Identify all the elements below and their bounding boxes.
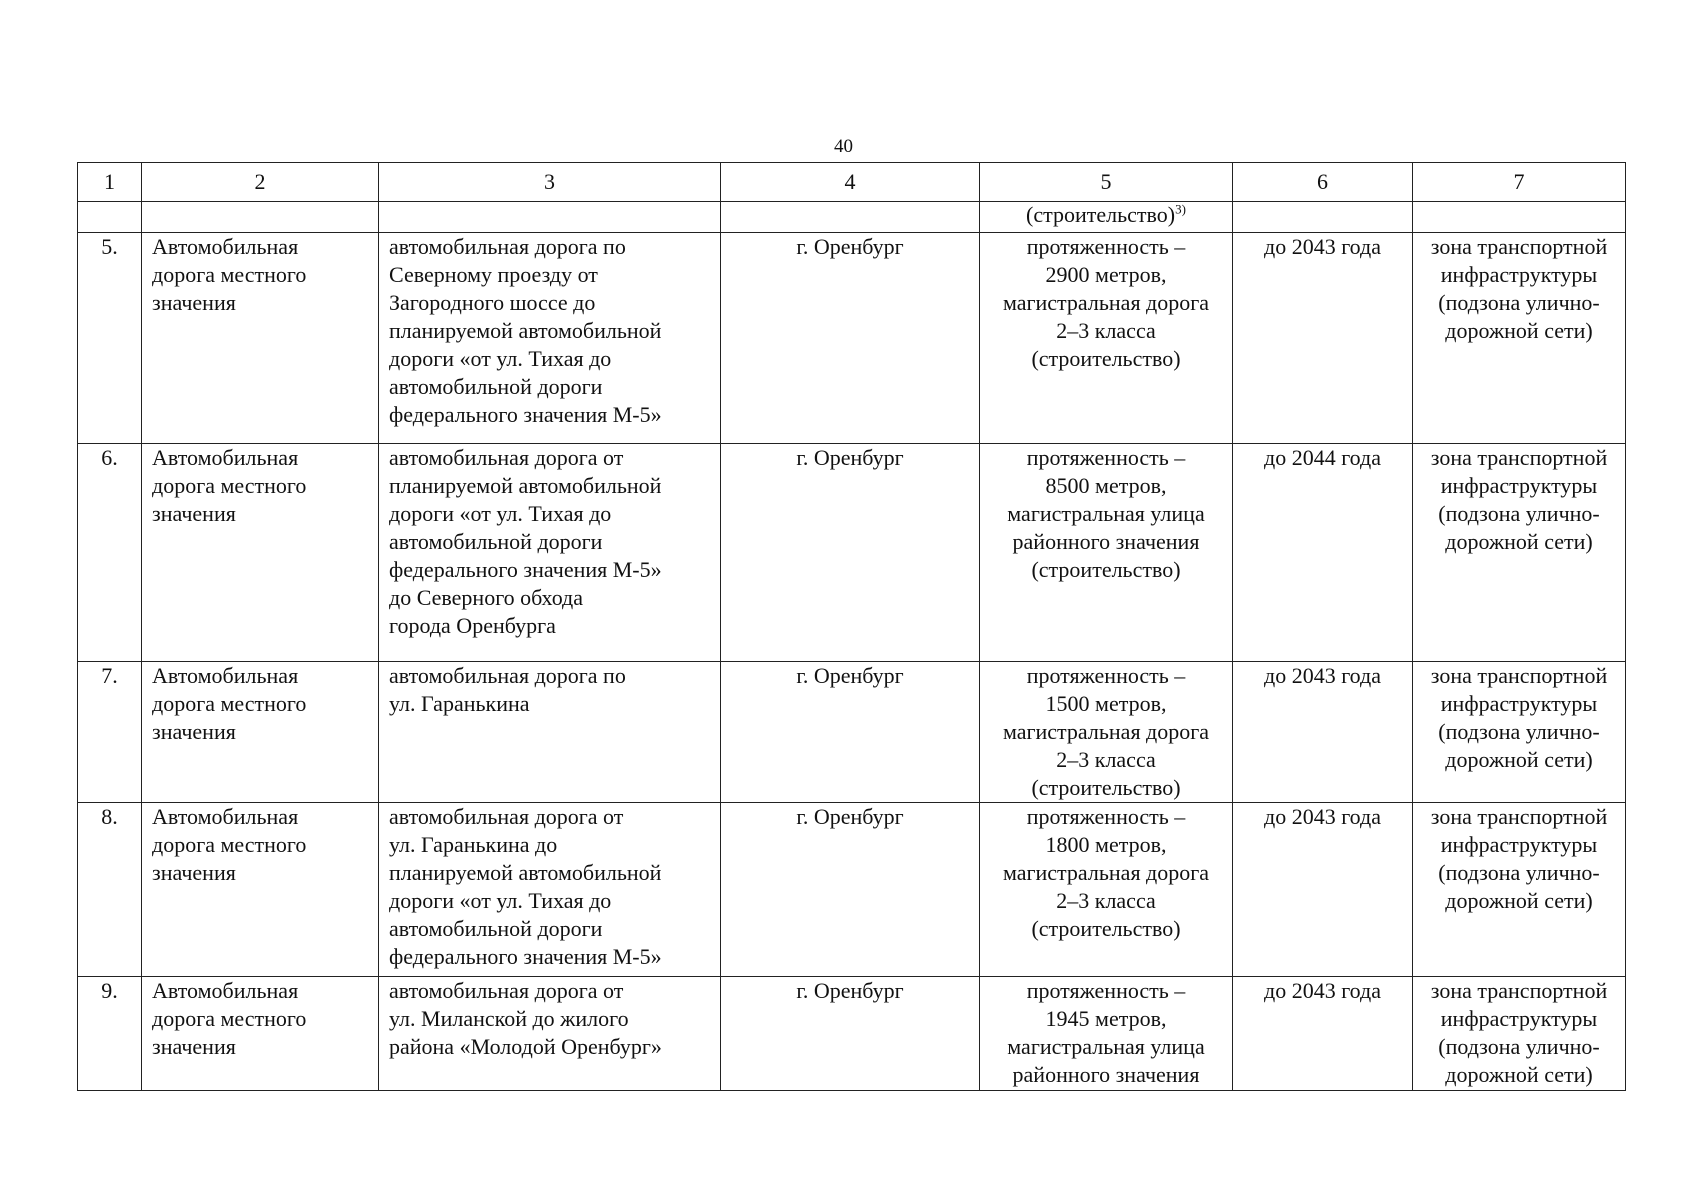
object-location: г. Оренбург bbox=[721, 233, 980, 444]
object-name: автомобильная дорога от планируемой автомобильной дороги «от ул. Тихая до автомобильной дороги федерального значения М-5» до Северного обхода города Оренбурга bbox=[379, 444, 721, 662]
cell-empty bbox=[78, 202, 142, 233]
functional-zone: зона транспортной инфраструктуры (подзона улично- дорожной сети) bbox=[1413, 444, 1626, 662]
object-location: г. Оренбург bbox=[721, 662, 980, 803]
cell-empty bbox=[721, 202, 980, 233]
row-number: 9. bbox=[78, 977, 142, 1091]
object-name: автомобильная дорога по ул. Гаранькина bbox=[379, 662, 721, 803]
continuation-row bbox=[78, 202, 1626, 233]
table-row bbox=[78, 977, 1626, 1091]
column-header-3: 3 bbox=[379, 163, 721, 202]
object-type: Автомобильная дорога местного значения bbox=[142, 444, 379, 662]
cell-empty bbox=[1233, 202, 1413, 233]
row-number: 8. bbox=[78, 803, 142, 977]
object-location: г. Оренбург bbox=[721, 977, 980, 1091]
implementation-term: до 2043 года bbox=[1233, 803, 1413, 977]
cell-empty bbox=[142, 202, 379, 233]
functional-zone: зона транспортной инфраструктуры (подзона улично- дорожной сети) bbox=[1413, 662, 1626, 803]
object-name: автомобильная дорога от ул. Миланской до жилого района «Молодой Оренбург» bbox=[379, 977, 721, 1091]
footnote-mark: 3) bbox=[1175, 201, 1186, 217]
objects-table bbox=[77, 162, 1626, 1091]
column-header-1: 1 bbox=[78, 163, 142, 202]
column-number-row bbox=[78, 163, 1626, 202]
column-header-6: 6 bbox=[1233, 163, 1413, 202]
object-characteristics: протяженность – 1800 метров, магистральная дорога 2–3 класса (строительство) bbox=[980, 803, 1233, 977]
column-header-7: 7 bbox=[1413, 163, 1626, 202]
implementation-term: до 2043 года bbox=[1233, 977, 1413, 1091]
functional-zone: зона транспортной инфраструктуры (подзона улично- дорожной сети) bbox=[1413, 803, 1626, 977]
row-number: 7. bbox=[78, 662, 142, 803]
table-row bbox=[78, 233, 1626, 444]
table-row bbox=[78, 803, 1626, 977]
functional-zone: зона транспортной инфраструктуры (подзона улично- дорожной сети) bbox=[1413, 233, 1626, 444]
column-header-2: 2 bbox=[142, 163, 379, 202]
continuation-text: (строительство) bbox=[1026, 202, 1176, 227]
implementation-term: до 2044 года bbox=[1233, 444, 1413, 662]
cell-empty bbox=[1413, 202, 1626, 233]
column-header-4: 4 bbox=[721, 163, 980, 202]
object-characteristics: протяженность – 2900 метров, магистральная дорога 2–3 класса (строительство) bbox=[980, 233, 1233, 444]
object-type: Автомобильная дорога местного значения bbox=[142, 662, 379, 803]
object-location: г. Оренбург bbox=[721, 444, 980, 662]
table-row bbox=[78, 662, 1626, 803]
object-name: автомобильная дорога по Северному проезду от Загородного шоссе до планируемой автомобильной дороги «от ул. Тихая до автомобильной дороги федерального значения М-5» bbox=[379, 233, 721, 444]
object-characteristics: протяженность – 1945 метров, магистральная улица районного значения bbox=[980, 977, 1233, 1091]
object-type: Автомобильная дорога местного значения bbox=[142, 977, 379, 1091]
object-location: г. Оренбург bbox=[721, 803, 980, 977]
implementation-term: до 2043 года bbox=[1233, 662, 1413, 803]
cell-empty bbox=[379, 202, 721, 233]
object-type: Автомобильная дорога местного значения bbox=[142, 803, 379, 977]
functional-zone: зона транспортной инфраструктуры (подзона улично- дорожной сети) bbox=[1413, 977, 1626, 1091]
object-characteristics: протяженность – 1500 метров, магистральная дорога 2–3 класса (строительство) bbox=[980, 662, 1233, 803]
row-number: 5. bbox=[78, 233, 142, 444]
page-number: 40 bbox=[834, 136, 853, 157]
object-name: автомобильная дорога от ул. Гаранькина до планируемой автомобильной дороги «от ул. Тихая до автомобильной дороги федерального значения М-5» bbox=[379, 803, 721, 977]
column-header-5: 5 bbox=[980, 163, 1233, 202]
row-number: 6. bbox=[78, 444, 142, 662]
continuation-characteristics bbox=[980, 202, 1233, 233]
table-row bbox=[78, 444, 1626, 662]
object-type: Автомобильная дорога местного значения bbox=[142, 233, 379, 444]
object-characteristics: протяженность – 8500 метров, магистральная улица районного значения (строительство) bbox=[980, 444, 1233, 662]
implementation-term: до 2043 года bbox=[1233, 233, 1413, 444]
